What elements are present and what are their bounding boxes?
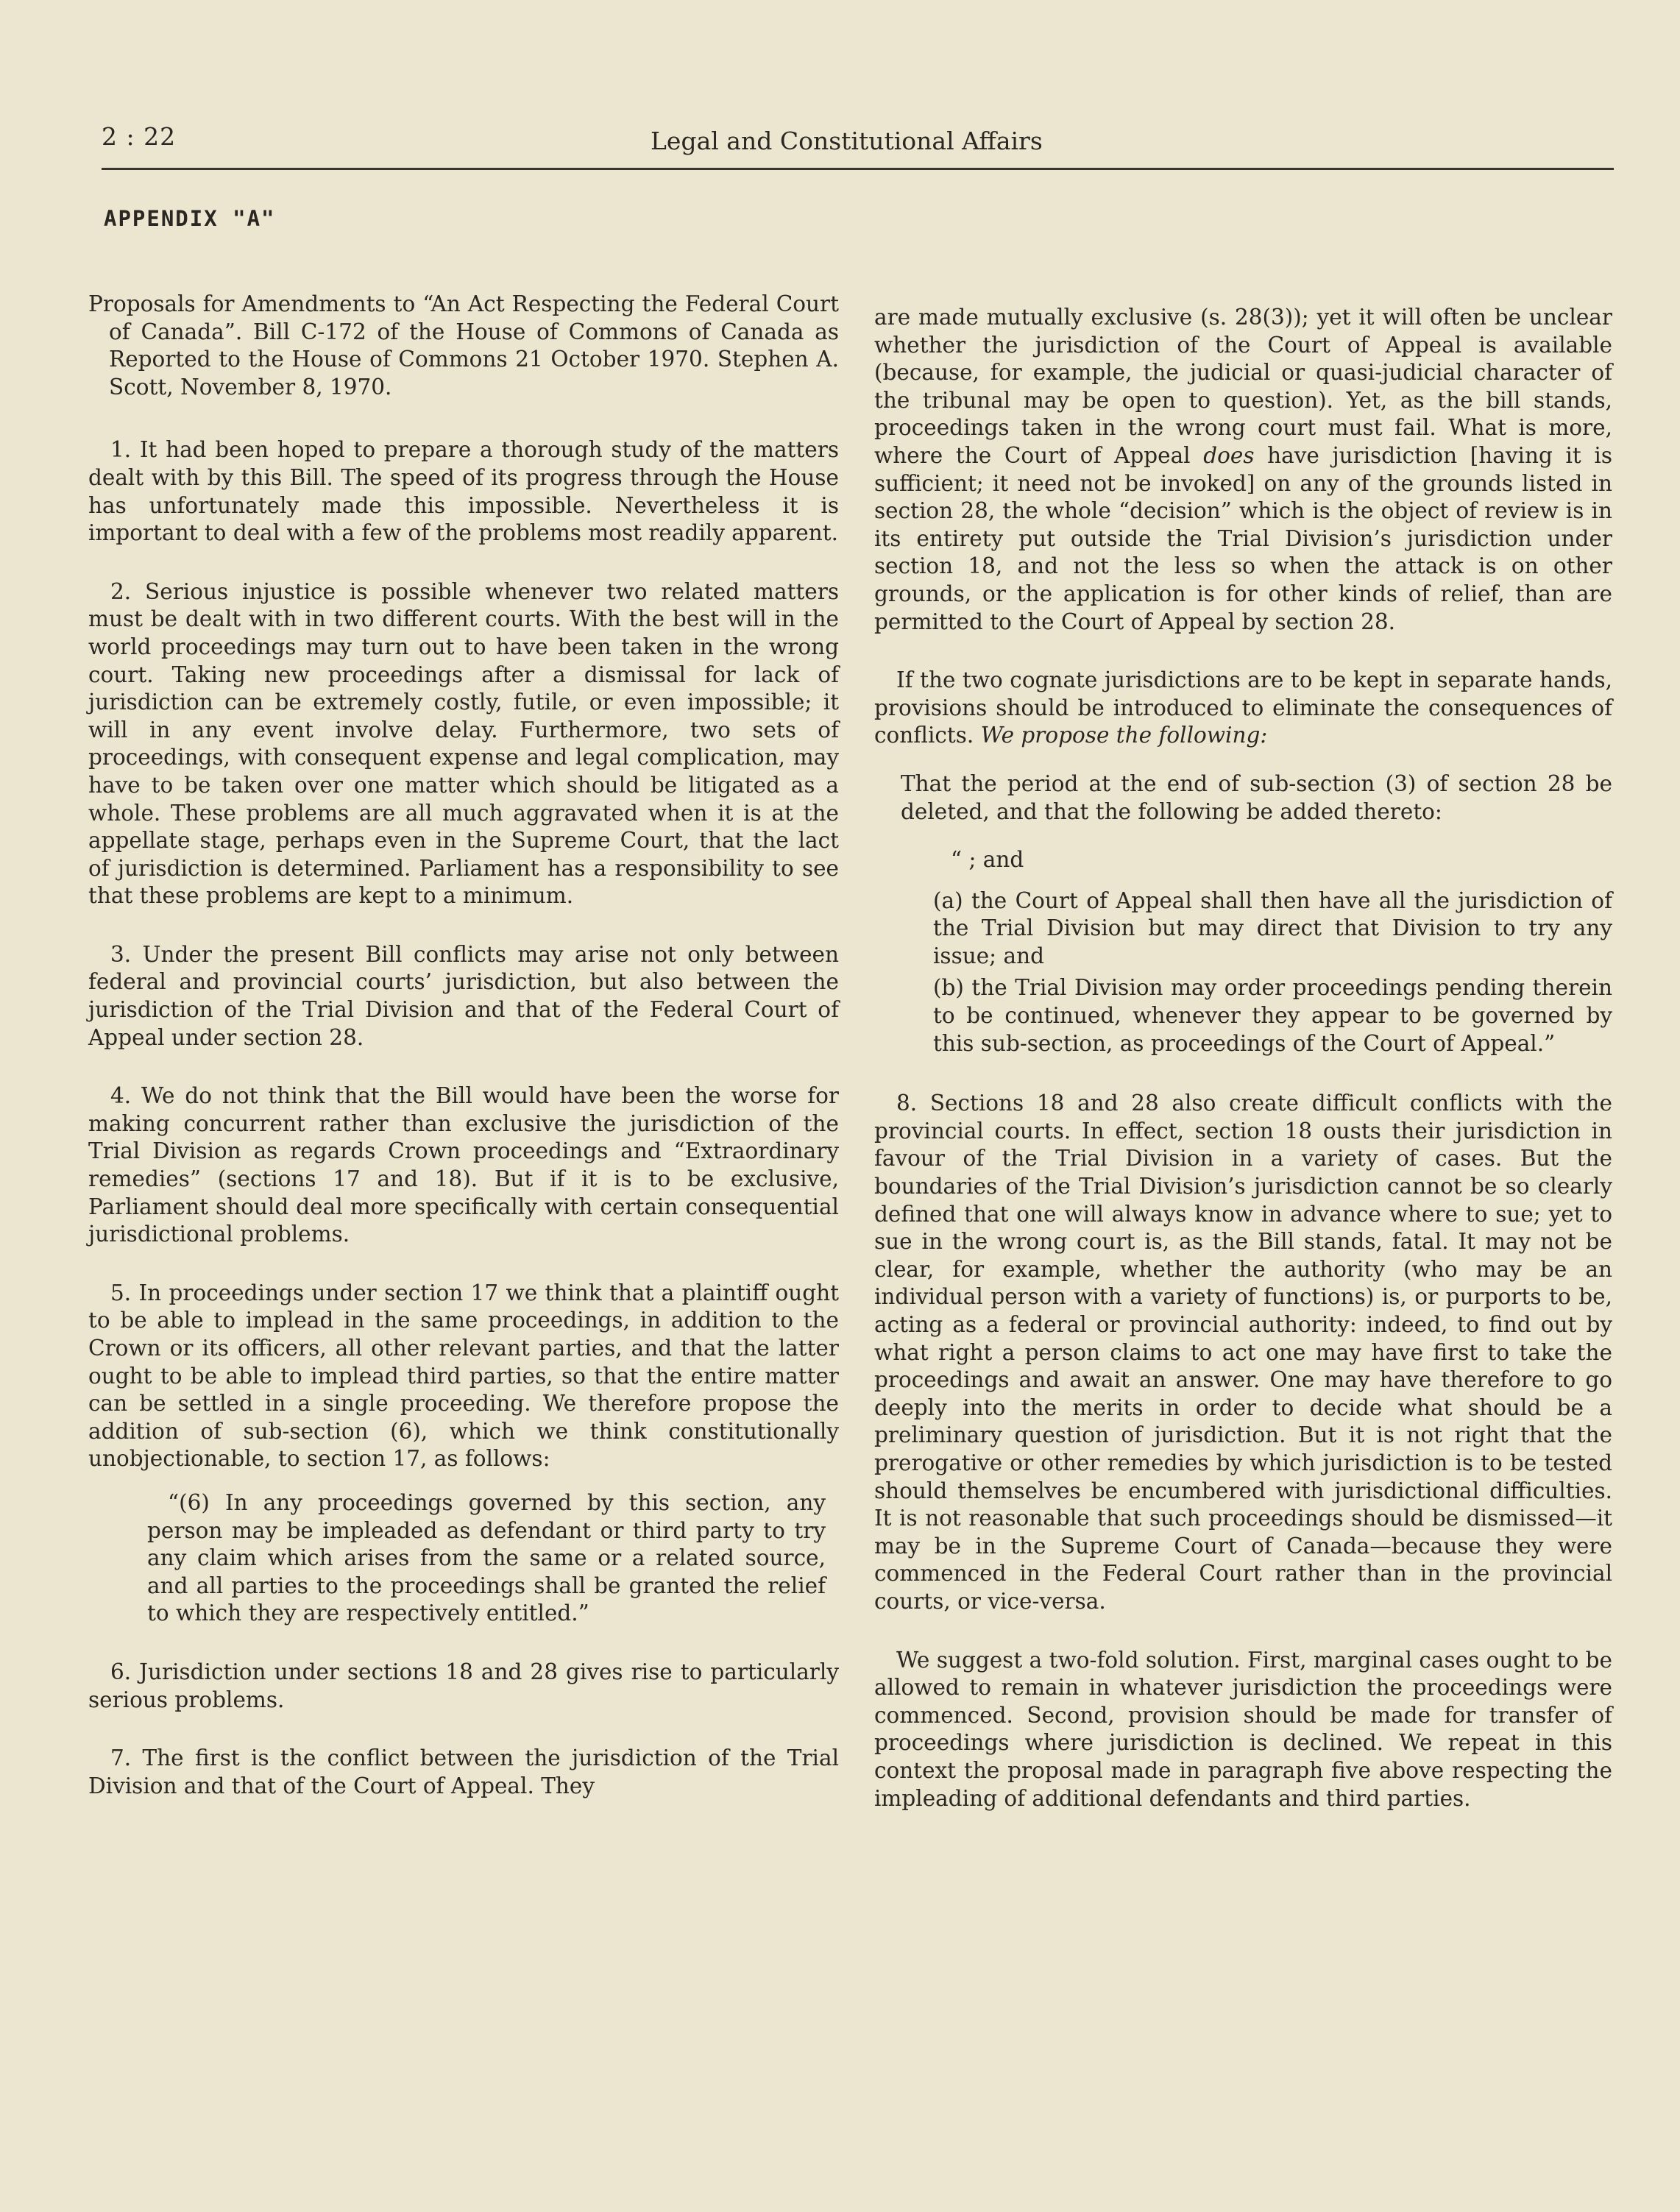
- left-column: [88, 291, 839, 1831]
- page-header: [102, 116, 1614, 170]
- paragraph-3: 3. Under the present Bill conflicts may arise not only between federal and provincial courts’ jurisdiction, but also between the jurisdiction of the Trial Division and that of the Federal Court of Appeal under section 28.: [88, 941, 839, 1050]
- clause-a: (a) the Court of Appeal shall then have all the jurisdiction of the Trial Division but may direct that Division to try any issue; and: [933, 887, 1612, 968]
- running-title: Legal and Constitutional Affairs: [651, 127, 1043, 155]
- emphasis-does: does: [1203, 442, 1255, 468]
- paragraph-1: 1. It had been hoped to prepare a thorough study of the matters dealt with by this Bill. The speed of its progress through the House has unfortunately made this impossible. Nevertheless it is important to deal with a few of the problems most readily apparent.: [88, 437, 839, 546]
- page-number: 2 : 22: [102, 122, 177, 151]
- proposed-subsection-quote: “(6) In any proceedings governed by this section, any person may be impleaded as defendant or third party to try any claim which arises from the same or a related source, and all parties to the proceedings shall be granted the relief to which they are respectively entitled.”: [147, 1489, 826, 1626]
- paragraph-2: 2. Serious injustice is possible whenever two related matters must be dealt with in two different courts. With the best will in the world proceedings may turn out to have been taken in the wrong court. Taking new proceedings after a dismissal for lack of jurisdiction can be extremely costly, futile, or even impossible; it will in any event involve delay. Furthermore, two sets of proceedings, with consequent expense and legal complication, may have to be taken over one matter which should be litigated as a whole. These problems are all much aggravated when it is at the appellate stage, perhaps even in the Supreme Court, that the lact of jurisdiction is determined. Parliament has a responsibility to see that these problems are kept to a minimum.: [88, 578, 839, 909]
- paragraph-8: 8. Sections 18 and 28 also create difficult conflicts with the provincial courts. In effect, section 18 ousts their jurisdiction in favour of the Trial Division in a variety of cases. But the boundaries of the Trial Division’s jurisdiction cannot be so clearly defined that one will always know in advance where to sue; yet to sue in the wrong court is, as the Bill stands, fatal. It may not be clear, for example, whether the authority (who may be an individual person with a variety of functions) is, or purports to be, acting as a federal or provincial authority: indeed, to find out by what right a person claims to act one may have first to take the proceedings and await an answer. One may have therefore to go deeply into the merits in order to decide what should be a preliminary question of jurisdiction. But it is not right that the prerogative or other remedies by which jurisdiction is to be tested should themselves be encumbered with jurisdictional difficulties. It is not reasonable that such proceedings should be dismissed—it may be in the Supreme Court of Canada—because they were commenced in the Federal Court rather than in the provincial courts, or vice-versa.: [874, 1091, 1612, 1614]
- paragraph-9: We suggest a two-fold solution. First, marginal cases ought to be allowed to remain in whatever jurisdiction the proceedings were commenced. Second, provision should be made for transfer of proceedings where jurisdiction is declined. We repeat in this context the proposal made in paragraph five above respecting the impleading of additional defendants and third parties.: [874, 1647, 1612, 1811]
- paragraph-4: 4. We do not think that the Bill would have been the worse for making concurrent rather than exclusive the jurisdiction of the Trial Division as regards Crown proceedings and “Extraordinary remedies” (sections 17 and 18). But if it is to be exclusive, Parliament should deal more specifically with certain consequential jurisdictional problems.: [88, 1083, 839, 1247]
- paragraph-5: 5. In proceedings under section 17 we think that a plaintiff ought to be able to implead in the same proceedings, in addition to the Crown or its officers, all other relevant parties, and that the latter ought to be able to implead third parties, so that the entire matter can be settled in a single proceeding. We therefore propose the addition of sub-section (6), which we think constitutionally unobjectionable, to section 17, as follows:: [88, 1280, 839, 1472]
- continuation-text-a: are made mutually exclusive (s. 28(3)); yet it will often be unclear whether the jurisdiction of the Court of Appeal is available (because, for example, the judicial or quasi-judicial character of the tribunal may be open to question). Yet, as the bill stands, proceedings taken in the wrong court must fail. What is more, where the Court of Appeal: [874, 305, 1612, 468]
- paragraph-7: 7. The first is the conflict between the jurisdiction of the Trial Division and that of the Court of Appeal. They: [88, 1745, 839, 1798]
- open-quote: “ ; and: [951, 847, 1024, 873]
- appendix-heading: APPENDIX "A": [104, 206, 276, 231]
- intro-paragraph: Proposals for Amendments to “An Act Respecting the Federal Court of Canada”. Bill C-172 of the House of Commons of Canada as Reported to the House of Commons 21 October 1970. Stephen A. Scott, November 8, 1970.: [88, 291, 839, 400]
- right-column: [874, 304, 1612, 1843]
- proposal-text: That the period at the end of sub-section (3) of section 28 be deleted, and that the following be added thereto:: [901, 770, 1612, 824]
- clause-b: (b) the Trial Division may order proceedings pending therein to be continued, whenever they appear to be governed by this sub-section, as proceedings of the Court of Appeal.”: [933, 975, 1612, 1056]
- paragraph-7-continued: [874, 304, 1612, 636]
- paragraph-cognate: [874, 667, 1612, 750]
- paragraph-6: 6. Jurisdiction under sections 18 and 28 gives rise to particularly serious problems.: [88, 1659, 839, 1712]
- continuation-text-b: have jurisdiction [having it is sufficient; it need not be invoked] on any of the grounds listed in section 28, the whole “decision” which is the object of review is in its entirety put outside the Trial Division’s jurisdiction under section 18, and not the less so when the attack is on other grounds, or the application is for other kinds of relief, than are permitted to the Court of Appeal by section 28.: [874, 442, 1612, 634]
- cognate-text: If the two cognate jurisdictions are to be kept in separate hands, provisions should be introduced to eliminate the consequences of conflicts.: [874, 667, 1612, 748]
- emphasis-propose: We propose the following:: [980, 723, 1268, 748]
